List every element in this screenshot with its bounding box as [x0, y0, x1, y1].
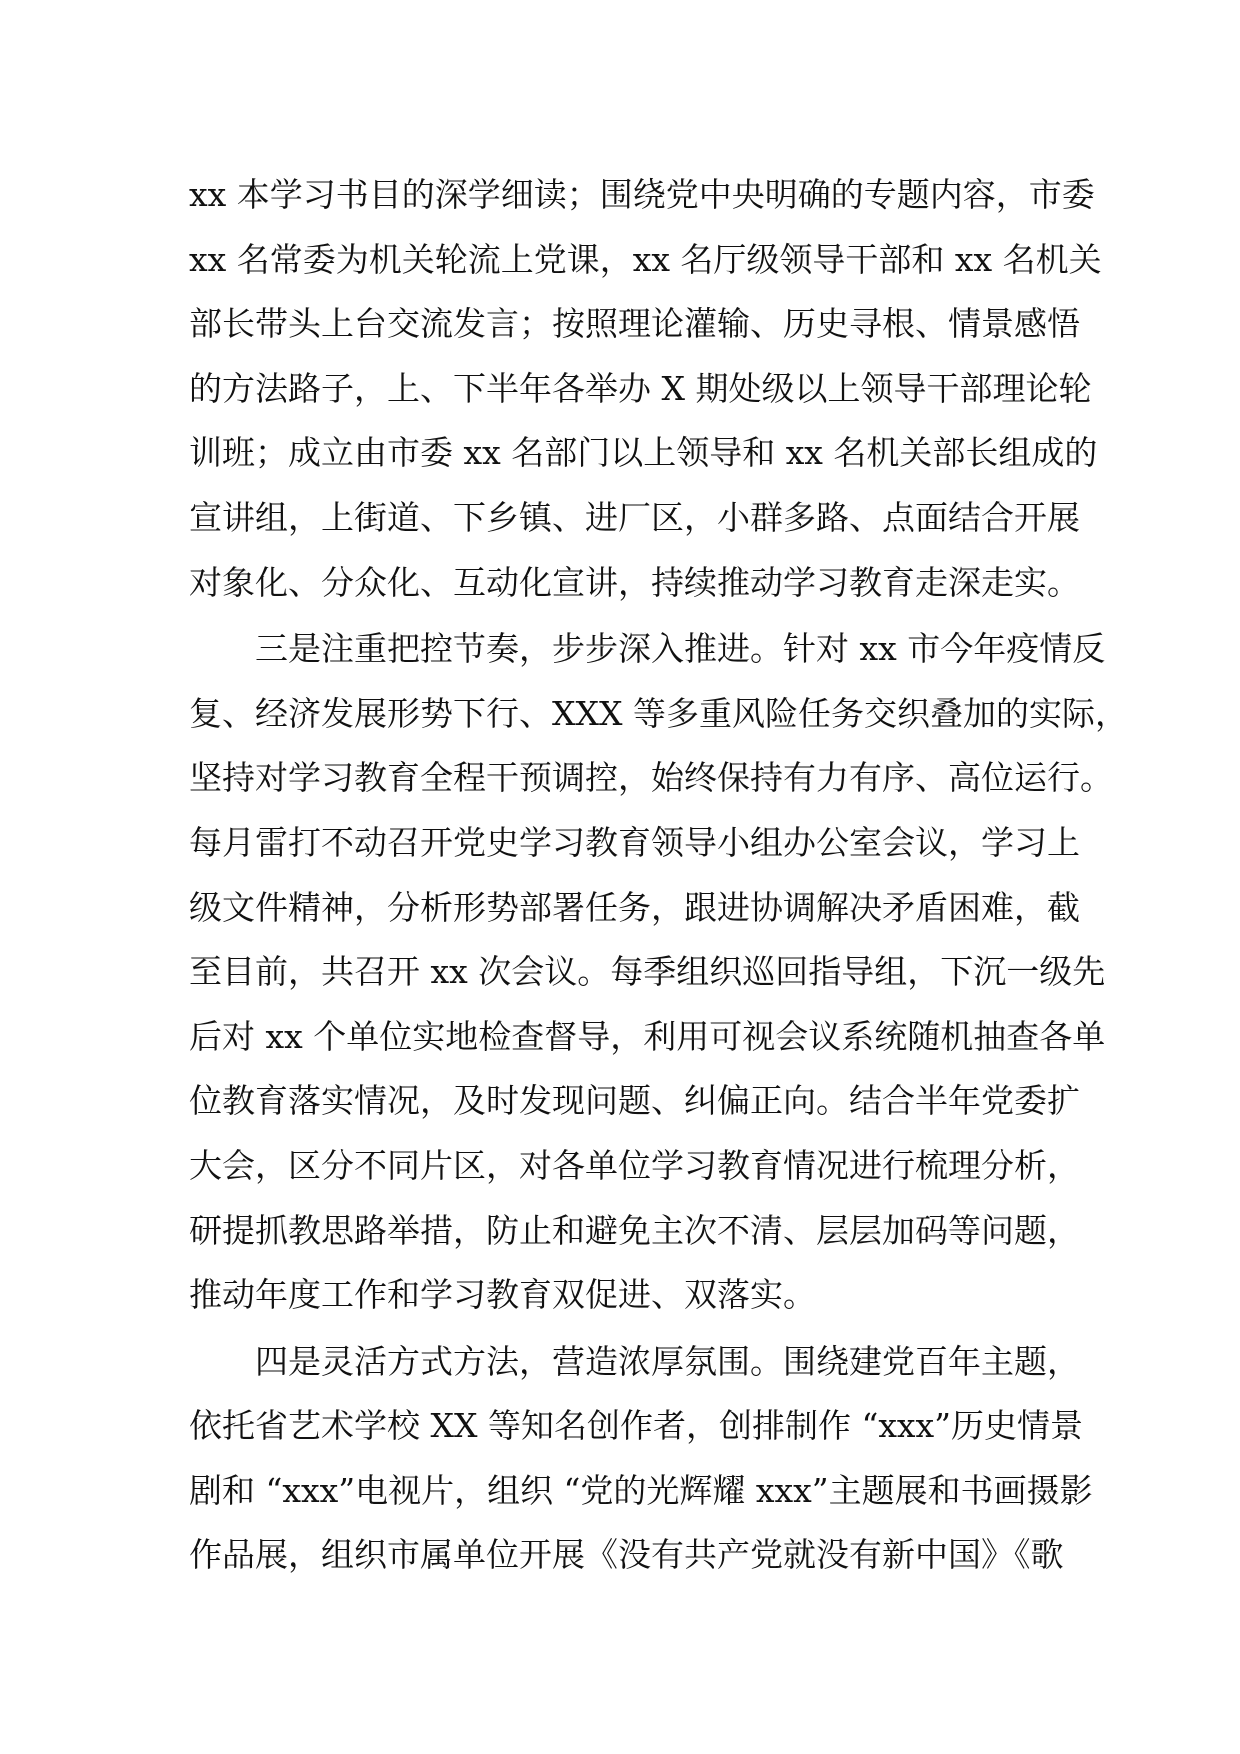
paragraph-2-line-7: 后对 xx 个单位实地检查督导，利用可视会议系统随机抽查各单: [189, 1016, 1106, 1056]
paragraph-2-line-11: 推动年度工作和学习教育双促进、双落实。: [189, 1275, 816, 1315]
paragraph-3-line-3: 剧和 “xxx”电视片，组织 “党的光辉耀 xxx”主题展和书画摄影: [189, 1470, 1093, 1510]
paragraph-1-line-1: xx 本学习书目的深学细读；围绕党中央明确的专题内容，市委: [189, 175, 1095, 214]
paragraph-1-line-2: xx 名常委为机关轮流上党课，xx 名厅级领导干部和 xx 名机关: [189, 239, 1102, 279]
paragraph-2-line-5: 级文件精神，分析形势部署任务，跟进协调解决矛盾困难，截: [189, 887, 1080, 927]
paragraph-2-line-3: 坚持对学习教育全程干预调控，始终保持有力有序、高位运行。: [189, 758, 1113, 798]
paragraph-1-line-6: 宣讲组，上街道、下乡镇、进厂区，小群多路、点面结合开展: [189, 497, 1080, 537]
paragraph-2-line-1: 三是注重把控节奏，步步深入推进。针对 xx 市今年疫情反: [255, 629, 1106, 669]
paragraph-1-line-3: 部长带头上台交流发言；按照理论灌输、历史寻根、情景感悟: [189, 304, 1080, 344]
paragraph-3-line-1: 四是灵活方式方法，营造浓厚氛围。围绕建党百年主题，: [255, 1341, 1080, 1381]
paragraph-2-line-6: 至目前，共召开 xx 次会议。每季组织巡回指导组，下沉一级先: [189, 952, 1106, 992]
paragraph-1-line-5: 训班；成立由市委 xx 名部门以上领导和 xx 名机关部长组成的: [189, 433, 1098, 473]
paragraph-3-line-2: 依托省艺术学校 XX 等知名创作者，创排制作 “xxx”历史情景: [189, 1406, 1084, 1446]
paragraph-2-line-10: 研提抓教思路举措，防止和避免主次不清、层层加码等问题，: [189, 1210, 1080, 1250]
paragraph-1-line-4: 的方法路子，上、下半年各举办 X 期处级以上领导干部理论轮: [189, 368, 1092, 408]
paragraph-2-line-9: 大会，区分不同片区，对各单位学习教育情况进行梳理分析，: [189, 1145, 1080, 1185]
paragraph-2-line-4: 每月雷打不动召开党史学习教育领导小组办公室会议，学习上: [189, 822, 1080, 862]
paragraph-2-line-8: 位教育落实情况，及时发现问题、纠偏正向。结合半年党委扩: [189, 1081, 1080, 1121]
paragraph-1-line-7: 对象化、分众化、互动化宣讲，持续推动学习教育走深走实。: [189, 562, 1080, 602]
paragraph-2-line-2: 复、经济发展形势下行、XXX 等多重风险任务交织叠加的实际，: [189, 693, 1128, 733]
document-body: [189, 163, 1128, 1588]
paragraph-3-line-4: 作品展，组织市属单位开展《没有共产党就没有新中国》《歌: [189, 1535, 1064, 1575]
